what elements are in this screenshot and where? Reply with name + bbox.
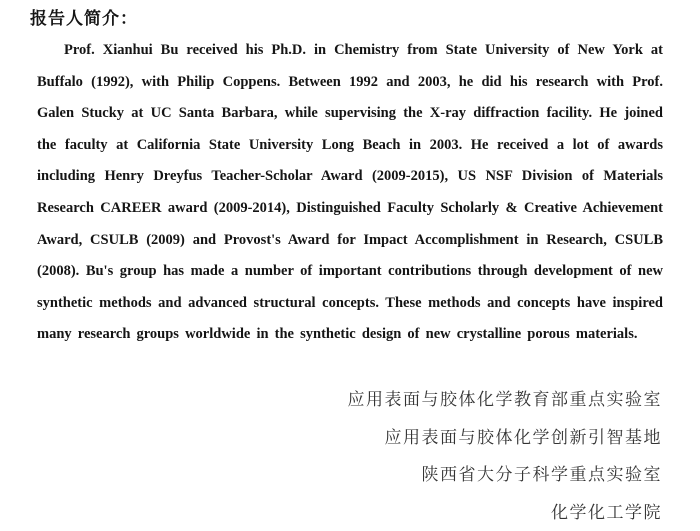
speaker-bio-paragraph: Prof. Xianhui Bu received his Ph.D. in Chemistry from State University of New York at Buffalo (1992), with Philip Coppens. Between 1992 and 2003, he did his research with Prof. Galen Stucky at UC Santa Barbara, while supervising the X-ray diffraction facility. He joined the faculty at California State University Long Beach in 2003. He received a lot of awards including Henry Dreyfus Teacher-Scholar Award (2009-2015), US NSF Division of Materials Research CAREER award (2009-2014), Distinguished Faculty Scholarly & Creative Achievement Award, CSULB (2009) and Provost's Award for Impact Accomplishment in Research, CSULB (2008). Bu's group has made a number of important contributions through development of new synthetic methods and advanced structural concepts. These methods and concepts have inspired many research groups worldwide in the synthetic design of new crystalline porous materials. — [37, 35, 663, 351]
affiliation-line-key-lab-moe: 应用表面与胶体化学教育部重点实验室 — [348, 381, 663, 419]
affiliation-line-innovation-base: 应用表面与胶体化学创新引智基地 — [348, 419, 663, 457]
affiliation-block — [348, 381, 663, 531]
affiliation-line-shaanxi-key-lab: 陕西省大分子科学重点实验室 — [348, 456, 663, 494]
speaker-intro-heading: 报告人简介： — [30, 8, 663, 30]
affiliation-line-school-of-chemistry: 化学化工学院 — [348, 494, 663, 531]
